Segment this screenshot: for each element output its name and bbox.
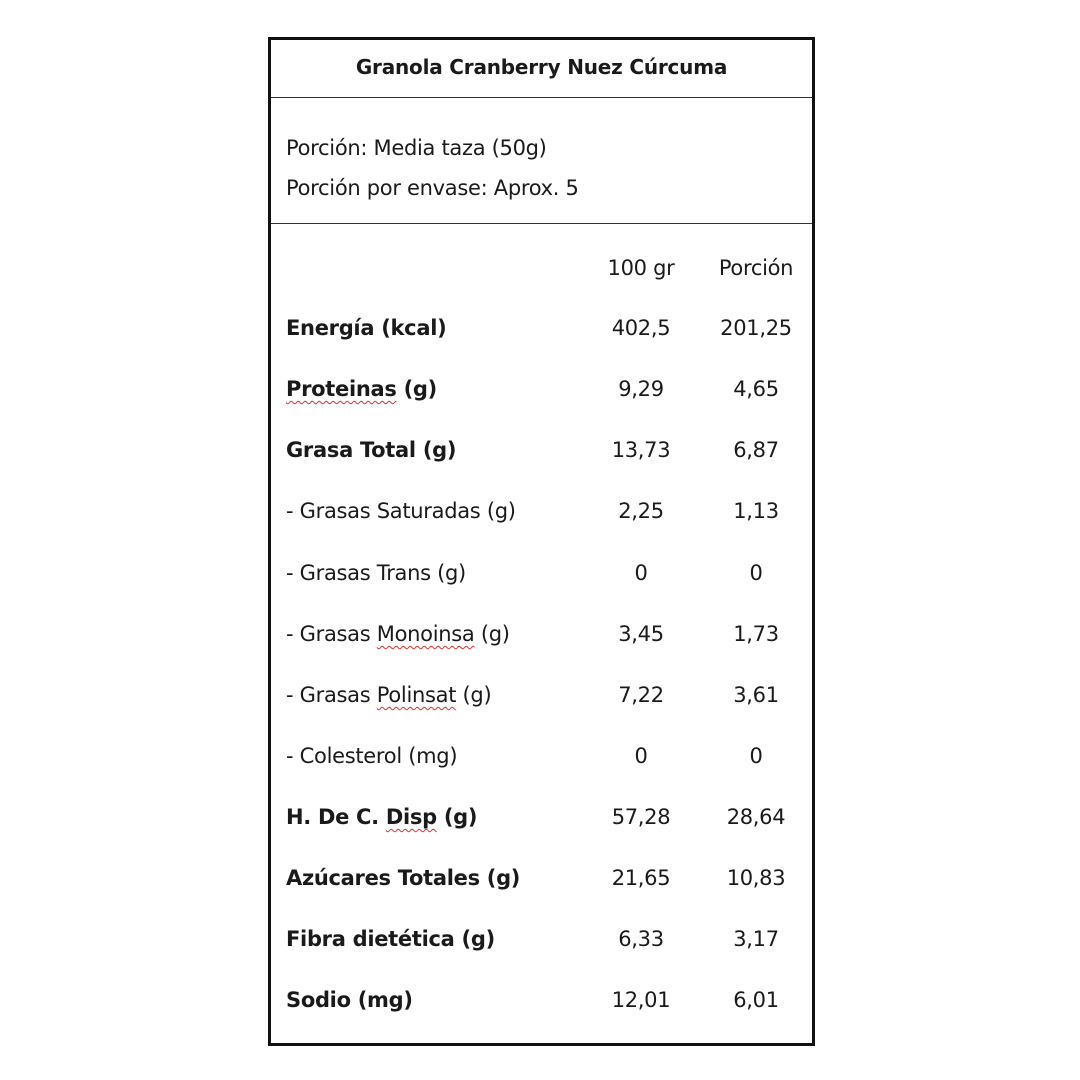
value-per-100g: 6,33 bbox=[618, 927, 664, 951]
serving-size: Porción: Media taza (50g) bbox=[286, 136, 547, 160]
nutrient-name: - Colesterol (mg) bbox=[286, 744, 458, 768]
name-prefix: H. De C. bbox=[286, 805, 386, 829]
nutrient-name bbox=[286, 805, 477, 829]
nutrient-name: Azúcares Totales (g) bbox=[286, 866, 521, 890]
value-per-100g: 2,25 bbox=[618, 499, 664, 523]
value-per-100g: 57,28 bbox=[611, 805, 671, 829]
value-per-100g: 13,73 bbox=[611, 438, 671, 462]
name-suffix: (g) bbox=[474, 622, 510, 646]
nutrient-row-fibra bbox=[271, 927, 812, 957]
name-suffix: (g) bbox=[396, 377, 437, 401]
nutrient-name bbox=[286, 377, 437, 401]
name-suffix: (g) bbox=[456, 683, 492, 707]
value-per-serving: 3,17 bbox=[733, 927, 779, 951]
value-per-serving: 4,65 bbox=[733, 377, 779, 401]
nutrition-label bbox=[268, 37, 815, 1046]
nutrient-row-colesterol bbox=[271, 744, 812, 774]
nutrient-row-carbohidratos bbox=[271, 805, 812, 835]
value-per-serving: 10,83 bbox=[726, 866, 786, 890]
nutrient-row-energia bbox=[271, 316, 812, 346]
name-prefix: - Grasas bbox=[286, 622, 377, 646]
nutrient-row-grasas-trans bbox=[271, 561, 812, 591]
nutrient-name: - Grasas Saturadas (g) bbox=[286, 499, 516, 523]
value-per-serving: 0 bbox=[749, 744, 763, 768]
name-prefix: - Grasas bbox=[286, 683, 377, 707]
value-per-100g: 402,5 bbox=[611, 316, 671, 340]
value-per-100g: 9,29 bbox=[618, 377, 664, 401]
value-per-100g: 3,45 bbox=[618, 622, 664, 646]
nutrient-name bbox=[286, 683, 491, 707]
value-per-100g: 7,22 bbox=[618, 683, 664, 707]
nutrient-row-grasas-polinsat bbox=[271, 683, 812, 713]
product-title: Granola Cranberry Nuez Cúrcuma bbox=[355, 54, 728, 79]
value-per-serving: 28,64 bbox=[726, 805, 786, 829]
nutrient-row-grasas-saturadas bbox=[271, 499, 812, 529]
nutrient-name: Grasa Total (g) bbox=[286, 438, 457, 462]
nutrient-row-grasas-monoinsat bbox=[271, 622, 812, 652]
value-per-100g: 12,01 bbox=[611, 988, 671, 1012]
nutrient-name: - Grasas Trans (g) bbox=[286, 561, 466, 585]
misspelled-word: Polinsat bbox=[376, 683, 457, 707]
nutrient-name: Fibra dietética (g) bbox=[286, 927, 495, 951]
nutrient-name bbox=[286, 622, 510, 646]
servings-per-container: Porción por envase: Aprox. 5 bbox=[286, 176, 579, 200]
value-per-serving: 0 bbox=[749, 561, 763, 585]
nutrient-row-sodio bbox=[271, 988, 812, 1018]
value-per-serving: 1,73 bbox=[733, 622, 779, 646]
value-per-serving: 201,25 bbox=[720, 316, 792, 340]
value-per-serving: 3,61 bbox=[733, 683, 779, 707]
serving-info bbox=[271, 98, 812, 224]
value-per-100g: 0 bbox=[634, 744, 648, 768]
column-header-100g: 100 gr bbox=[607, 256, 675, 280]
nutrient-name: Energía (kcal) bbox=[286, 316, 447, 340]
value-per-serving: 6,87 bbox=[733, 438, 779, 462]
name-suffix: (g) bbox=[436, 805, 478, 829]
nutrient-row-azucares bbox=[271, 866, 812, 896]
nutrient-name: Sodio (mg) bbox=[286, 988, 413, 1012]
value-per-serving: 1,13 bbox=[733, 499, 779, 523]
value-per-100g: 21,65 bbox=[611, 866, 671, 890]
nutrient-row-grasa-total bbox=[271, 438, 812, 468]
misspelled-word: Monoinsa bbox=[376, 622, 475, 646]
misspelled-word: Proteinas bbox=[286, 377, 397, 401]
value-per-serving: 6,01 bbox=[733, 988, 779, 1012]
nutrient-row-proteinas bbox=[271, 377, 812, 407]
column-header-serving: Porción bbox=[718, 256, 794, 280]
column-header-row bbox=[271, 256, 812, 286]
value-per-100g: 0 bbox=[634, 561, 648, 585]
misspelled-word: Disp bbox=[385, 805, 437, 829]
title-row bbox=[271, 40, 812, 98]
